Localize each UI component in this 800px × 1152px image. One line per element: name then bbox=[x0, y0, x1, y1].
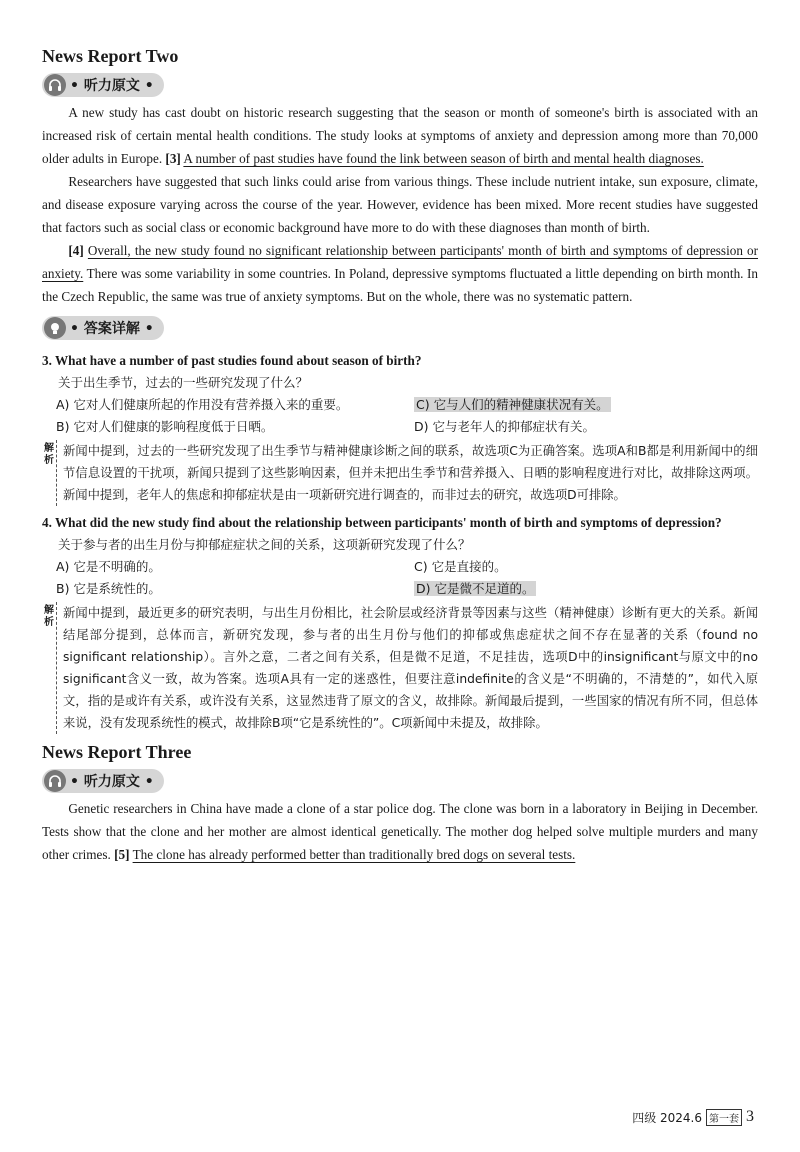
correct-answer-highlight: C) 它与人们的精神健康状况有关。 bbox=[416, 397, 609, 412]
headphone-icon bbox=[44, 74, 66, 96]
set-label: 第一套 bbox=[706, 1109, 742, 1126]
explanation-text: 新闻中提到，过去的一些研究发现了出生季节与精神健康诊断之间的联系，故选项C为正确答案。选项A和B都是利用新闻中的细节信息设置的干扰项，新闻只提到了这些影响因素，但并未把出生季节和营养摄入、日晒的影响程度进行对比，故排除这两项。新闻中提到，老年人的焦虑和抑郁症状是由一项新研究进行调查的，而非过去的研究，故选项D可排除。 bbox=[56, 440, 758, 506]
options bbox=[42, 556, 758, 600]
listening-text-tag bbox=[42, 73, 164, 97]
tag-label: • 听力原文 • bbox=[70, 78, 154, 94]
question-translation: 关于出生季节，过去的一些研究发现了什么？ bbox=[58, 375, 309, 390]
options bbox=[42, 394, 758, 438]
option-c: C) 它是直接的。 bbox=[414, 559, 507, 574]
option-d: D) 它与老年人的抑郁症状有关。 bbox=[414, 419, 595, 434]
explanation-label: 解析 bbox=[44, 605, 54, 628]
lightbulb-icon bbox=[44, 317, 66, 339]
explanation-label: 解析 bbox=[44, 443, 54, 466]
page-footer bbox=[632, 1108, 754, 1126]
key-sentence: The clone has already performed better than traditionally bred dogs on several tests. bbox=[132, 847, 576, 862]
explanation bbox=[42, 602, 758, 734]
key-sentence: A number of past studies have found the link between season of birth and mental health diagnoses. bbox=[183, 151, 704, 166]
option-a: A) 它是不明确的。 bbox=[56, 559, 161, 574]
report-two-title: News Report Two bbox=[42, 46, 179, 66]
question-translation: 关于参与者的出生月份与抑郁症症状之间的关系，这项新研究发现了什么？ bbox=[58, 537, 471, 552]
option-b: B) 它对人们健康的影响程度低于日晒。 bbox=[56, 419, 274, 434]
question-marker: [3] bbox=[165, 151, 181, 166]
question-3 bbox=[42, 350, 758, 506]
option-c bbox=[414, 394, 754, 416]
correct-answer-highlight: D) 它是微不足道的。 bbox=[416, 581, 535, 596]
paragraph: Researchers have suggested that such links could arise from various things. These include nutrient intake, sun exposure, climate, and disease exposure varying across the course of the year. However, evidence has been mixed. More recent studies have suggested that factors such as social class or economic background have more to do with these diagnoses than month of birth. bbox=[42, 174, 758, 235]
issue-label: 四级 2024.6 bbox=[632, 1110, 702, 1125]
explanation-text: 新闻中提到，最近更多的研究表明，与出生月份相比，社会阶层或经济背景等因素与这些（精神健康）诊断有更大的关系。新闻结尾部分提到，总体而言，新研究发现，参与者的出生月份与他们的抑郁或焦虑症状之间不存在显著的关系（found no significant relationship）。言外之意，二者之间有关系，但是微不足道，不足挂齿，选项D中的insignificant与原文中的no significant含义一致，故为答案。选项A具有一定的迷惑性，但要注意indefinite的含义是“不明确的，不清楚的”，如代入原文，指的是或许有关系，或许没有关系，这显然违背了原文的含义，故排除。新闻最后提到，一些国家的情况有所不同，但总体来说，没有发现系统性的模式，故排除B项“它是系统性的”。C项新闻中未提及，故排除。 bbox=[56, 602, 758, 734]
key-sentence: Overall, the new study found no significant relationship between participants' month of birth and symptoms of depression or anxiety. bbox=[42, 243, 759, 281]
listening-text-tag bbox=[42, 769, 164, 793]
tag-label: • 答案详解 • bbox=[70, 321, 154, 337]
option-b: B) 它是系统性的。 bbox=[56, 581, 161, 596]
question-text: 3. What have a number of past studies found about season of birth? bbox=[42, 353, 422, 368]
page-number: 3 bbox=[746, 1108, 754, 1125]
headphone-icon bbox=[44, 770, 66, 792]
tag-label: • 听力原文 • bbox=[70, 774, 154, 790]
question-text: 4. What did the new study find about the relationship between participants' month of birth and symptoms of depression? bbox=[42, 515, 722, 530]
option-a: A) 它对人们健康所起的作用没有营养摄入来的重要。 bbox=[56, 397, 349, 412]
explanation bbox=[42, 440, 758, 506]
paragraph: [4] Overall, the new study found no significant relationship between participants' month of birth and symptoms of depression or anxiety. There was some variability in some countries. In Poland, depressive symptoms fluctuated a little depending on birth month. In the Czech Republic, the same was true of anxiety symptoms. But on the whole, there was no systematic pattern. bbox=[42, 243, 759, 304]
report-three-title: News Report Three bbox=[42, 742, 192, 762]
option-d bbox=[414, 578, 754, 600]
question-marker: [4] bbox=[68, 243, 84, 258]
question-marker: [5] bbox=[114, 847, 130, 862]
paragraph: Genetic researchers in China have made a clone of a star police dog. The clone was born in a laboratory in Beijing in December. Tests show that the clone and her mother are almost identical genetically. The mother dog helped solve multiple murders and many other crimes. [5] The clone has already performed better than traditionally bred dogs on several tests. bbox=[42, 801, 758, 862]
question-4 bbox=[42, 512, 758, 734]
page-content bbox=[42, 46, 758, 866]
answer-explanation-tag bbox=[42, 316, 164, 340]
paragraph: A new study has cast doubt on historic research suggesting that the season or month of someone's birth is associated with an increased risk of certain mental health conditions. The study looks at symptoms of anxiety and depression among more than 70,000 older adults in Europe. [3] A number of past studies have found the link between season of birth and mental health diagnoses. bbox=[42, 105, 758, 166]
